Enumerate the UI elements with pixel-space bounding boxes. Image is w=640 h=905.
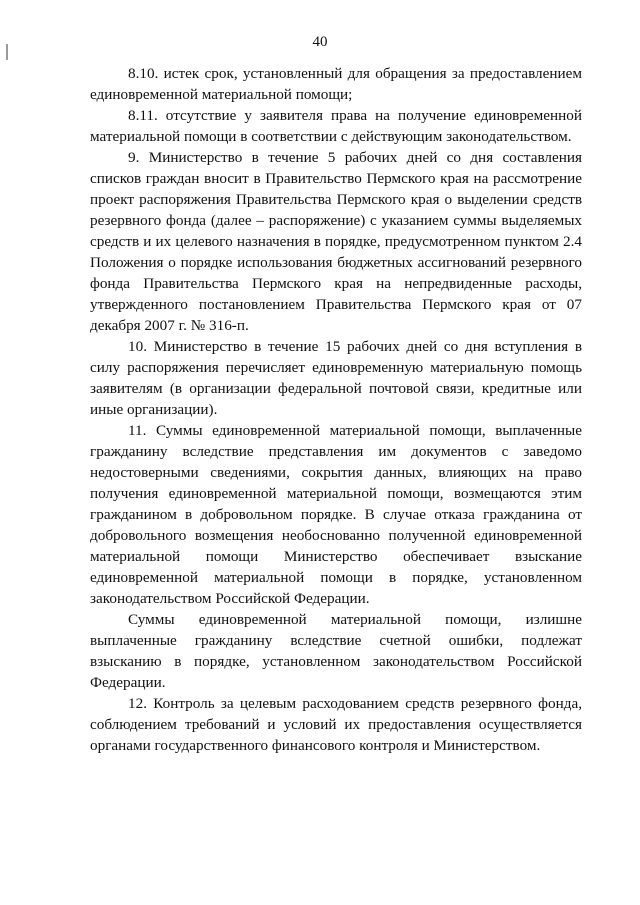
paragraph-11-overpayment: Суммы единовременной материальной помощи, излишне выплаченные гражданину вследствие счетной ошибки, подлежат взысканию в порядке, установленном законодательством Российской Федерации.	[90, 611, 582, 691]
paragraph-8-11: 8.11. отсутствие у заявителя права на получение единовременной материальной помощи в соответствии с действующим законодательством.	[90, 107, 582, 145]
document-body	[90, 63, 582, 756]
paragraph-10: 10. Министерство в течение 15 рабочих дней со дня вступления в силу распоряжения перечисляет единовременную материальную помощь заявителям (в организации федеральной почтовой связи, кредитные или иные организации).	[90, 338, 582, 418]
paragraph-11: 11. Суммы единовременной материальной помощи, выплаченные гражданину вследствие представления им документов с заведомо недостоверными сведениями, сокрытия данных, влияющих на право получения единовременной материальной помощи, возмещаются этим гражданином в добровольном порядке. В случае отказа гражданина от добровольного возмещения необоснованно полученной единовременной материальной помощи Министерство обеспечивает взыскание единовременной материальной помощи в порядке, установленном законодательством Российской Федерации.	[90, 422, 582, 607]
paragraph-12: 12. Контроль за целевым расходованием средств резервного фонда, соблюдением требований и условий их предоставления осуществляется органами государственного финансового контроля и Министерством.	[90, 695, 582, 754]
paragraph-9: 9. Министерство в течение 5 рабочих дней со дня составления списков граждан вносит в Правительство Пермского края на рассмотрение проект распоряжения Правительства Пермского края о выделении средств резервного фонда (далее – распоряжение) с указанием суммы выделяемых средств и их целевого назначения в порядке, предусмотренном пунктом 2.4 Положения о порядке использования бюджетных ассигнований резервного фонда Правительства Пермского края на непредвиденные расходы, утвержденного постановлением Правительства Пермского края от 07 декабря 2007 г. № 316-п.	[90, 149, 582, 334]
page-number: 40	[312, 34, 328, 50]
paragraph-8-10: 8.10. истек срок, установленный для обращения за предоставлением единовременной материальной помощи;	[90, 65, 582, 103]
